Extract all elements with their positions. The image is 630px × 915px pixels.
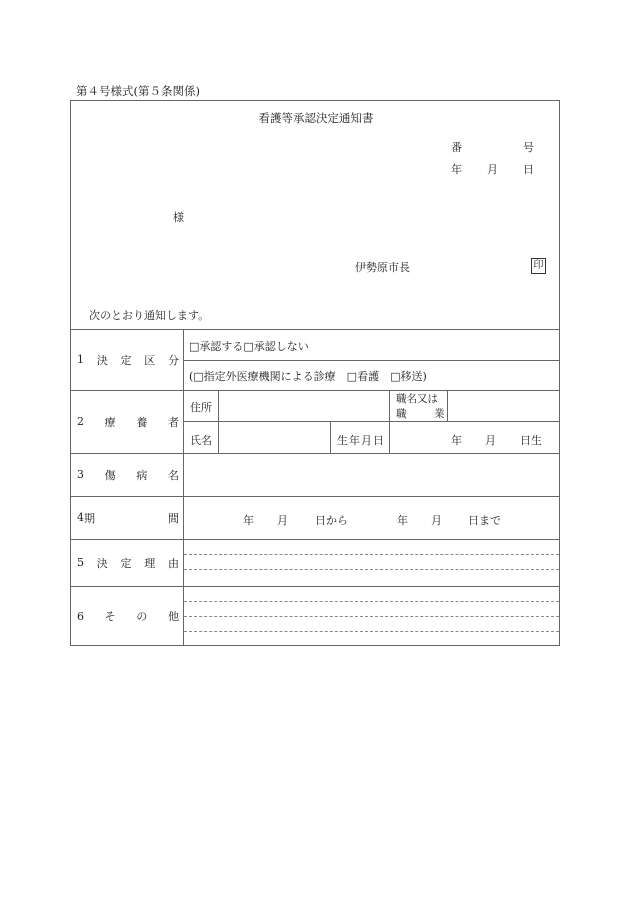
service-type-checkboxes[interactable]: (□指定外医療機関による診療 □看護 □移送) (189, 370, 427, 383)
birth-day-label: 日生 (520, 434, 542, 447)
period-to-day: 日まで (468, 514, 501, 527)
intro-text: 次のとおり通知します。 (89, 309, 210, 322)
other-field[interactable] (184, 587, 559, 645)
recipient-suffix: 様 (173, 211, 184, 224)
label-other: 6 そ の 他 (77, 609, 179, 623)
divider (330, 421, 331, 453)
occupation-label-line1: 職名又は (396, 393, 438, 405)
seal-mark: 印 (531, 258, 546, 274)
disease-name-field[interactable] (184, 454, 559, 496)
occupation-label-line2b: 業 (434, 408, 445, 420)
birth-month-label: 月 (485, 434, 496, 447)
label-decision-type: 1 決 定 区 分 (77, 353, 179, 367)
label-period: 4 期 間 (77, 511, 179, 525)
form-number: 第４号様式(第５条関係) (76, 84, 200, 98)
period-to-month: 月 (431, 514, 442, 527)
address-field[interactable] (219, 391, 389, 421)
notice-form (70, 100, 560, 646)
divider (389, 390, 390, 453)
occupation-label-line2a: 職 (396, 408, 407, 420)
document-title: 看護等承認決定通知書 (258, 111, 374, 125)
name-field[interactable] (219, 422, 329, 453)
period-from-month: 月 (277, 514, 288, 527)
birth-year-label: 年 (451, 434, 462, 447)
number-label-ban: 番 (451, 141, 462, 154)
date-day-label: 日 (523, 163, 534, 176)
birthdate-label: 生年月日 (337, 434, 385, 447)
divider (183, 360, 559, 361)
date-month-label: 月 (487, 163, 498, 176)
period-from-day: 日から (315, 514, 348, 527)
address-label: 住所 (190, 401, 212, 414)
date-year-label: 年 (451, 163, 462, 176)
period-to-year: 年 (397, 514, 408, 527)
number-label-go: 号 (523, 141, 534, 154)
approve-checkboxes[interactable]: □承認する□承認しない (189, 340, 309, 353)
occupation-field[interactable] (448, 391, 558, 421)
decision-reason-field[interactable] (184, 540, 559, 586)
label-patient: 2 療 養 者 (77, 415, 179, 429)
issuer-name: 伊勢原市長 (355, 261, 410, 274)
name-label: 氏名 (190, 434, 212, 447)
label-disease-name: 3 傷 病 名 (77, 468, 179, 482)
period-from-year: 年 (243, 514, 254, 527)
label-decision-reason: 5 決 定 理 由 (77, 556, 179, 570)
